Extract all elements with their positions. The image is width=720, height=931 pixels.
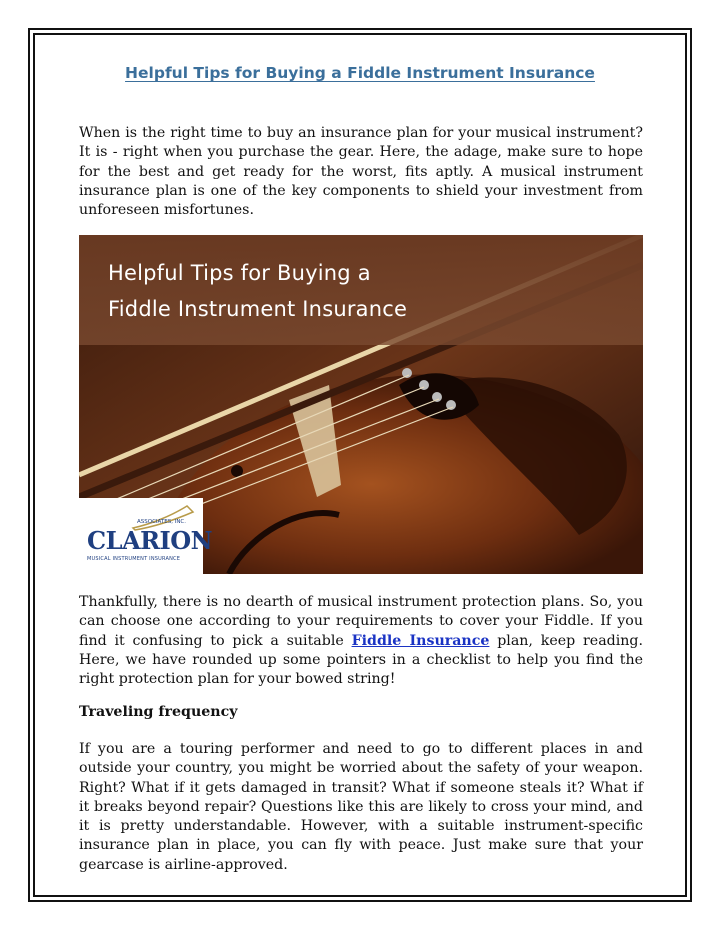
page-title: Helpful Tips for Buying a Fiddle Instrument Insurance: [125, 64, 595, 82]
section-heading: Traveling frequency: [79, 704, 238, 720]
hero-title-line-2: Fiddle Instrument Insurance: [108, 297, 408, 321]
logo-associates-text: ASSOCIATES, INC.: [137, 519, 187, 525]
intro-paragraph: When is the right time to buy an insurance plan for your musical instrument? It is - right when you purchase the gear. Here, the adage, make sure to hope for the best and get ready for the worst, fits aptly. A musical instrument insurance plan is one of the key components to shield your investment from unforeseen misfortunes.: [79, 125, 643, 219]
logo-name: CLARION: [87, 526, 213, 555]
paragraph-2-after: plan, keep reading. Here, we have rounded up some pointers in a checklist to help you find the right protection plan for your bowed string!: [79, 632, 643, 688]
hero-image: [79, 235, 643, 574]
paragraph-2-before: Thankfully, there is no dearth of musical instrument protection plans. So, you can choose one according to your requirements to cover your Fiddle. If you find it confusing to pick a suitable: [79, 594, 643, 649]
logo-tagline: MUSICAL INSTRUMENT INSURANCE: [87, 556, 181, 562]
clarion-logo: [79, 498, 213, 574]
fiddle-insurance-link[interactable]: Fiddle Insurance: [351, 632, 490, 649]
paragraph-3: If you are a touring performer and need to go to different places in and outside your country, you might be worried about the safety of your weapon. Right? What if it gets damaged in transit? What if someone steals it? What if it breaks beyond repair? Questions like this are likely to cross your mind, and it is pretty understandable. However, with a suitable instrument-specific insurance plan in place, you can fly with peace. Just make sure that your gearcase is airline-approved.: [79, 741, 643, 873]
paragraph-2: [79, 593, 643, 689]
hero-title-line-1: Helpful Tips for Buying a: [108, 261, 371, 285]
